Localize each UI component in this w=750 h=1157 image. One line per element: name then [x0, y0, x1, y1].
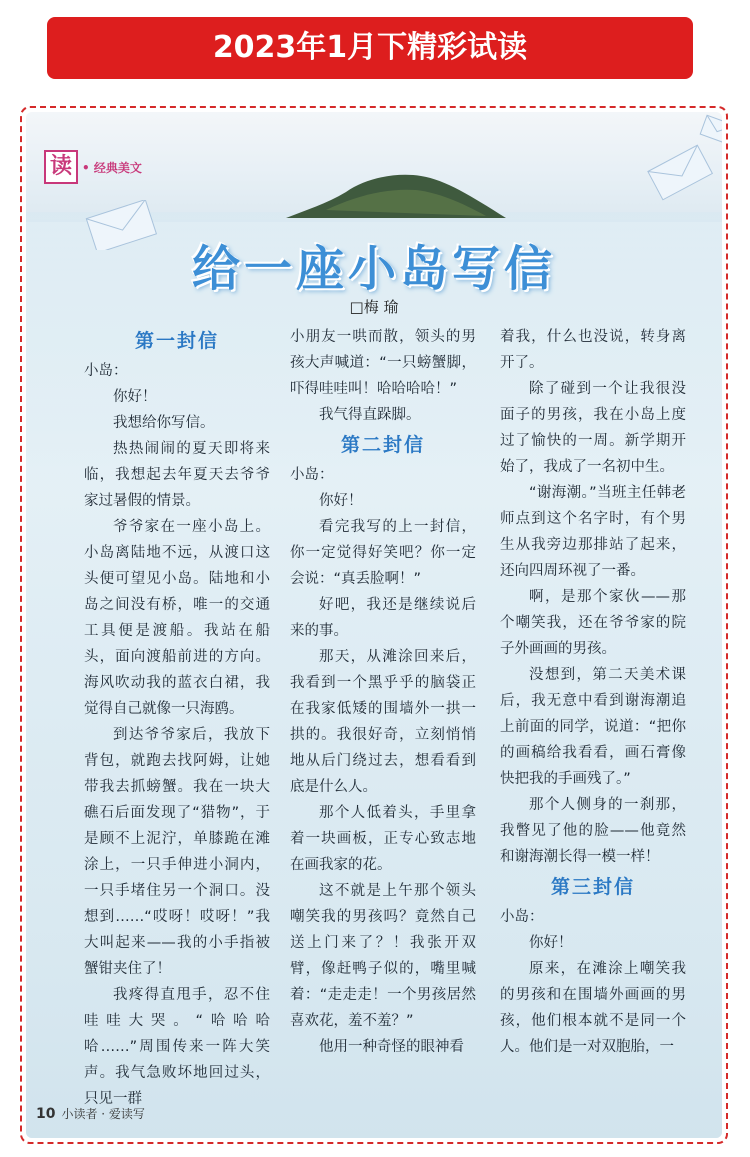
paragraph: 你好！ [113, 389, 157, 405]
paragraph: 啊，是那个家伙——那个嘲笑我，还在爷爷家的院子外画画的男孩。 [500, 589, 686, 657]
paragraph: 你好！ [529, 935, 573, 951]
text-column-3 [500, 324, 686, 1060]
banner-title: 2023年1月下精彩试读 [47, 17, 693, 79]
paragraph: 到达爷爷家后，我放下背包，就跑去找阿姆，让她带我去抓螃蟹。我在一块大礁石后面发现了“猎物”，于是顾不上泥泞，单膝跪在滩涂上，一只手伸进小洞内，一只手堵住另一个洞口。没想到……“哎呀！哎呀！”我大叫起来——我的小手指被蟹钳夹住了！ [84, 727, 270, 977]
section-label: • 经典美文 [82, 160, 142, 175]
paragraph: 原来，在滩涂上嘲笑我的男孩和在围墙外画画的男孩，他们根本就不是同一个人。他们是一对双胞胎，一 [500, 961, 686, 1055]
text-column-2 [290, 324, 476, 1060]
paragraph: 他用一种奇怪的眼神看 [319, 1039, 464, 1055]
article-title: 给一座小岛写信 [191, 241, 556, 297]
paragraph: 爷爷家在一座小岛上。小岛离陆地不远，从渡口这头便可望见小岛。陆地和小岛之间没有桥，唯一的交通工具便是渡船。我站在船头，面向渡船前进的方向。海风吹动我的蓝衣白裙，我觉得自己就像一只海鸥。 [84, 519, 270, 717]
paragraph: 小朋友一哄而散，领头的男孩大声喊道：“一只螃蟹脚，吓得哇哇叫！哈哈哈哈！” [290, 329, 476, 397]
paragraph: “谢海潮。”当班主任韩老师点到这个名字时，有个男生从我旁边那排站了起来，还向四周环视了一番。 [500, 485, 686, 579]
envelope-icon [698, 112, 722, 152]
magazine-page [26, 112, 722, 1138]
paragraph: 小岛： [290, 467, 334, 483]
paragraph: 小岛： [500, 909, 544, 925]
letter-heading: 第一封信 [134, 330, 219, 352]
paragraph: 这不就是上午那个领头嘲笑我的男孩吗？竟然自己送上门来了？！我张开双臂，像赶鸭子似的，嘴里喊着：“走走走！一个男孩居然喜欢花，羞不羞？” [290, 883, 476, 1029]
page-frame [20, 106, 728, 1144]
section-tag [44, 150, 142, 184]
read-icon: 读 [44, 150, 78, 184]
paragraph: 我疼得直甩手，忍不住哇哇大哭。“哈哈哈哈……”周围传来一阵大笑声。我气急败坏地回过头，只见一群 [84, 987, 270, 1107]
paragraph: 你好！ [319, 493, 363, 509]
paragraph: 没想到，第二天美术课后，我无意中看到谢海潮追上前面的同学，说道：“把你的画稿给我看看，画石膏像快把我的手画残了。” [500, 667, 686, 787]
paragraph: 那个人侧身的一刹那，我瞥见了他的脸——他竟然和谢海潮长得一模一样！ [500, 797, 686, 865]
article-author: □梅 瑜 [349, 298, 399, 316]
paragraph: 除了碰到一个让我很没面子的男孩，我在小岛上度过了愉快的一周。新学期开始了，我成了一名初中生。 [500, 381, 686, 475]
page-footer [36, 1105, 145, 1122]
journal-name: 小读者 · 爱读写 [61, 1107, 145, 1121]
paragraph: 好吧，我还是继续说后来的事。 [290, 597, 476, 639]
paragraph: 热热闹闹的夏天即将来临，我想起去年夏天去爷爷家过暑假的情景。 [84, 441, 270, 509]
paragraph: 那个人低着头，手里拿着一块画板，正专心致志地在画我家的花。 [290, 805, 476, 873]
paragraph: 我想给你写信。 [113, 415, 215, 431]
text-column-1 [84, 324, 270, 1112]
island-illustration [286, 170, 506, 220]
letter-heading: 第二封信 [340, 434, 425, 456]
letter-heading: 第三封信 [550, 876, 635, 898]
page-number: 10 [36, 1105, 56, 1122]
paragraph: 那天，从滩涂回来后，我看到一个黑乎乎的脑袋正在我家低矮的围墙外一拱一拱的。我很好奇，立刻悄悄地从后门绕过去，想看看到底是什么人。 [290, 649, 476, 795]
paragraph: 看完我写的上一封信，你一定觉得好笑吧？你一定会说：“真丢脸啊！” [290, 519, 476, 587]
paragraph: 着我，什么也没说，转身离开了。 [500, 329, 686, 371]
paragraph: 小岛： [84, 363, 128, 379]
paragraph: 我气得直跺脚。 [319, 407, 421, 423]
